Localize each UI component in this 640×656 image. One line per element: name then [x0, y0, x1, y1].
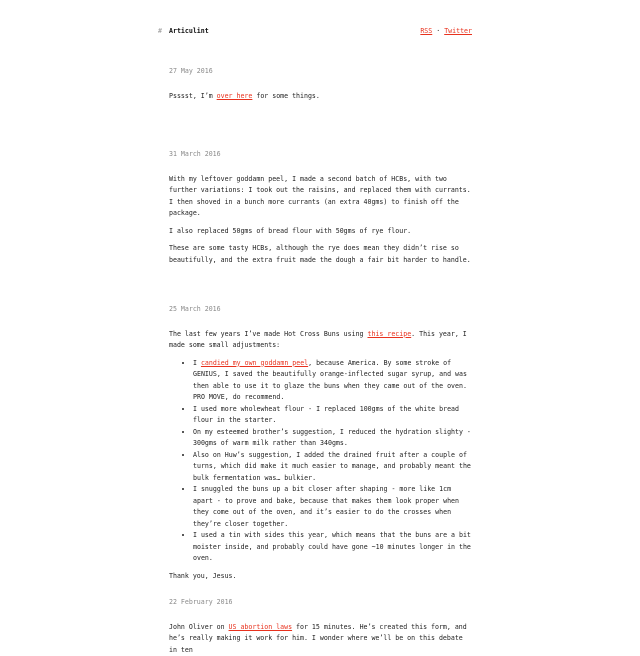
candied-peel-link[interactable]: candied my own goddamn peel	[201, 359, 308, 367]
paragraph-text: . This year, I made some small adjustments:	[169, 330, 467, 350]
adjustments-list	[169, 358, 471, 565]
site-header	[156, 26, 472, 38]
paragraph-text: Psssst, I’m	[169, 92, 217, 100]
paragraph-text: for 15 minutes. He’s created this form, and he’s really making it work for him. I wonder where we’ll be on this debate in ten	[169, 623, 467, 654]
post-date[interactable]: 22 February 2016	[169, 597, 471, 609]
post-22-february-2016	[169, 597, 471, 656]
post-paragraph	[169, 91, 471, 103]
post-paragraph: These are some tasty HCBs, although the rye does mean they didn’t rise so beautifully, and the extra fruit made the dough a fair bit harder to handle.	[169, 243, 471, 266]
hash-icon: #	[158, 26, 162, 38]
list-item-text: , because America. By some stroke of GENIUS, I saved the beautifully orange-inflected sugar syrup, and was then able to use it to glaze the buns when they came out of the oven. PRO MOVE, do recommend.	[193, 359, 467, 402]
paragraph-text: The last few years I’ve made Hot Cross Buns using	[169, 330, 368, 338]
post-27-may-2016	[169, 66, 471, 102]
list-item: • I snuggled the buns up a bit closer after shaping - more like 1cm apart - to prove and bake, because that makes them look proper when they come out of the oven, and it’s easier to do the crosses when they’re closer together.	[193, 484, 471, 530]
paragraph-text: for some things.	[252, 92, 320, 100]
post-date[interactable]: 31 March 2016	[169, 149, 471, 161]
over-here-link[interactable]: over here	[217, 92, 253, 100]
post-paragraph: With my leftover goddamn peel, I made a second batch of HCBs, with two further variations: I took out the raisins, and replaced them with currants. I then shoved in a bunch more currants (an extra 40gms) to finish off the package.	[169, 174, 471, 220]
nav-separator: ·	[436, 27, 440, 35]
post-date[interactable]: 27 May 2016	[169, 66, 471, 78]
post-paragraph	[169, 622, 471, 656]
post-paragraph: I also replaced 50gms of bread flour with 50gms of rye flour.	[169, 226, 471, 238]
this-recipe-link[interactable]: this recipe	[368, 330, 412, 338]
list-item: • I used more wholewheat flour - I replaced 100gms of the white bread flour in the starter.	[193, 404, 471, 427]
post-date[interactable]: 25 March 2016	[169, 304, 471, 316]
list-item	[193, 358, 471, 404]
header-nav	[420, 26, 472, 38]
list-item: • I used a tin with sides this year, which means that the buns are a bit moister inside, and probably could have gone ~10 minutes longer in the oven.	[193, 530, 471, 565]
post-paragraph	[169, 329, 471, 352]
post-paragraph: Thank you, Jesus.	[169, 571, 471, 583]
paragraph-text: John Oliver on	[169, 623, 229, 631]
list-item-text: I	[193, 359, 201, 367]
us-abortion-laws-link[interactable]: US abortion laws	[229, 623, 293, 631]
rss-link[interactable]: RSS	[420, 27, 432, 35]
post-25-march-2016	[169, 304, 471, 582]
twitter-link[interactable]: Twitter	[444, 27, 472, 35]
list-item: • On my esteemed brother’s suggestion, I reduced the hydration slighty - 300gms of warm milk rather than 340gms.	[193, 427, 471, 450]
post-31-march-2016	[169, 149, 471, 266]
site-title[interactable]: Articulint	[169, 26, 209, 38]
list-item: • Also on Huw’s suggestion, I added the drained fruit after a couple of turns, which did make it much easier to manage, and probably meant the bulk fermentation was… bulkier.	[193, 450, 471, 485]
